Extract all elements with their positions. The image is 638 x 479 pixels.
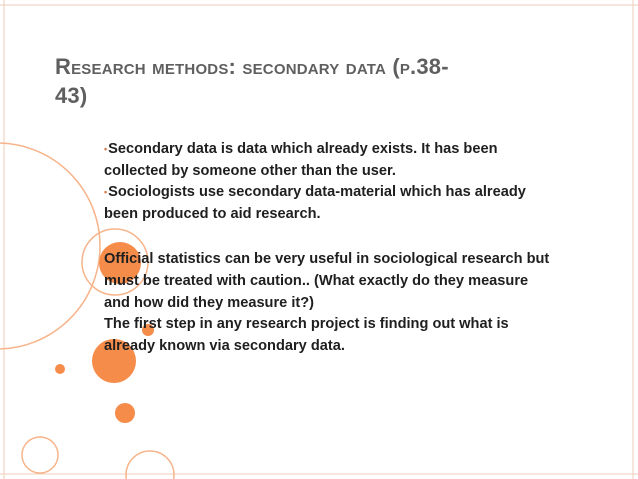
slide-title	[55, 52, 615, 110]
circle-small-left	[55, 364, 65, 374]
paragraph-2	[104, 181, 554, 225]
paragraph-text: The first step in any research project is finding out what is already known via secondary data.	[104, 316, 509, 354]
title-line-2: 43)	[55, 83, 88, 108]
circle-orange-lower	[115, 403, 135, 423]
circle-large-outline	[0, 143, 100, 349]
bullet-marker: •	[104, 144, 108, 155]
title-line-1: Research methods: secondary data (p.38-	[55, 54, 449, 79]
paragraph-text: Sociologists use secondary data-material which has already been produced to aid research.	[104, 184, 526, 223]
paragraph-text: Official statistics can be very useful in sociological research but must be treated with caution.. (What exactly do they measure and how did they measure it?)	[104, 251, 550, 311]
paragraph-4	[104, 313, 554, 357]
circle-ring-lower-left	[22, 437, 58, 473]
bullet-marker: •	[104, 187, 108, 198]
circle-ring-bottom	[126, 451, 174, 479]
paragraph-text: Secondary data is data which already exists. It has been collected by someone other than the user.	[104, 141, 498, 180]
paragraph-3	[104, 248, 554, 314]
paragraph-1	[104, 138, 554, 182]
